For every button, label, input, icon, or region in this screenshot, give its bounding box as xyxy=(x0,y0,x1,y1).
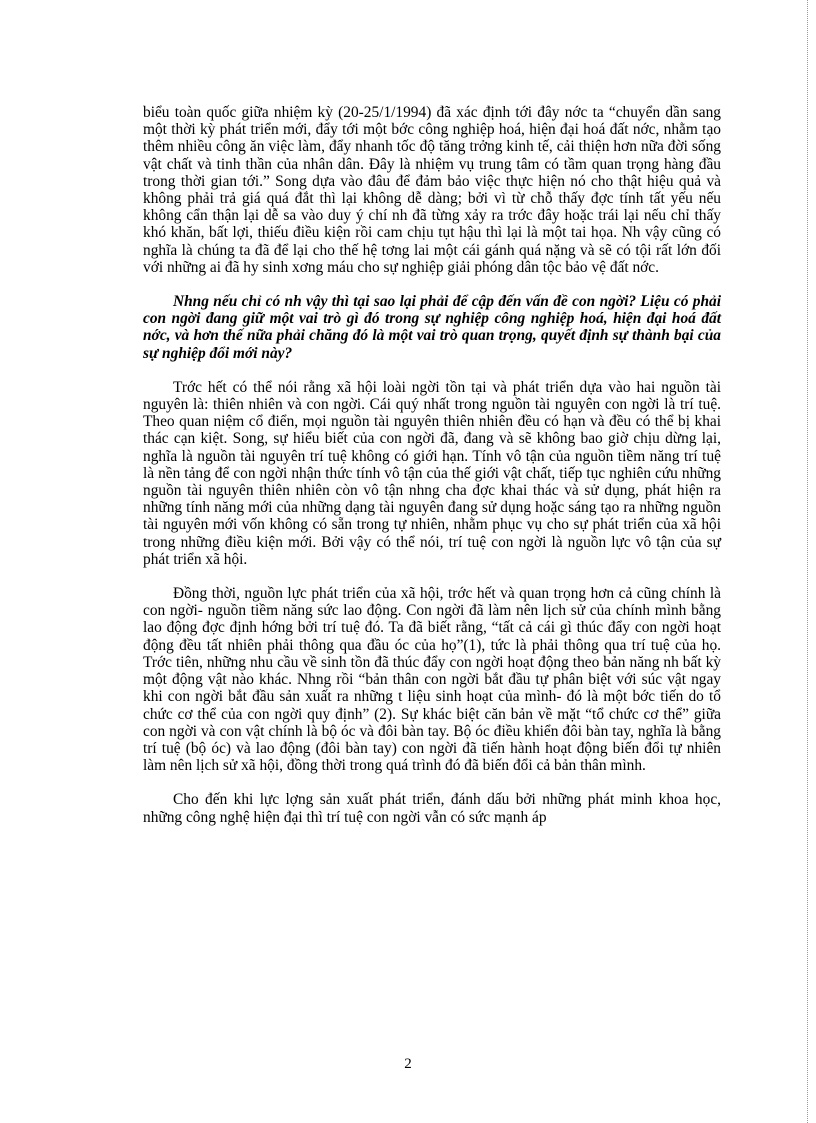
page-edge-rule xyxy=(806,0,808,1123)
paragraph-intro: biểu toàn quốc giữa nhiệm kỳ (20-25/1/1994) đã xác định tới đây nớc ta “chuyển dần sang một thời kỳ phát triển mới, đẩy tới một bớc công nghiệp hoá, hiện đại hoá đất nớc, nhằm tạo thêm nhiều công ăn việc làm, đẩy nhanh tốc độ tăng trởng kinh tế, cải thiện hơn nữa đời sống vật chất và tinh thần của nhân dân. Đây là nhiệm vụ trung tâm có tầm quan trọng hàng đầu trong thời gian tới.” Song dựa vào đâu để đảm bảo việc thực hiện nó cho thật hiệu quả và không phải trả giá quá đắt thì lại không dễ dàng; bởi vì từ chỗ thấy đợc tính tất yếu nếu không cẩn thận lại dễ sa vào duy ý chí nh đã từng xảy ra trớc đây hoặc trái lại nếu chỉ thấy khó khăn, bất lợi, thiếu điều kiện rồi cam chịu tụt hậu thì lại là một tai họa. Nh vậy cũng có nghĩa là chúng ta đã để lại cho thế hệ tơng lai một cái gánh quá nặng và sẽ có tội rất lớn đối với những ai đã hy sinh xơng máu cho sự nghiệp giải phóng dân tộc bảo vệ đất nớc. xyxy=(143,104,721,276)
page-body xyxy=(143,104,721,826)
paragraph-resources: Trớc hết có thể nói rằng xã hội loài ngời tồn tại và phát triển dựa vào hai nguồn tài nguyên là: thiên nhiên và con ngời. Cái quý nhất trong nguồn tài nguyên con ngời là trí tuệ. Theo quan niệm cổ điển, mọi nguồn tài nguyên thiên nhiên đều có hạn và đều có thể bị khai thác cạn kiệt. Song, sự hiểu biết của con ngời đã, đang và sẽ không bao giờ chịu dừng lại, nghĩa là nguồn tài nguyên trí tuệ không có giới hạn. Tính vô tận của nguồn tiềm năng trí tuệ là nền tảng để con ngời nhận thức tính vô tận của thế giới vật chất, tiếp tục nghiên cứu những nguồn tài nguyên thiên nhiên còn vô tận nhng cha đợc khai thác và sử dụng, phát hiện ra những tính năng mới của những dạng tài nguyên đang sử dụng hoặc sáng tạo ra những nguồn tài nguyên mới vốn không có sẵn trong tự nhiên, nhằm phục vụ cho sự phát triển của xã hội trong những điều kiện mới. Bởi vậy có thể nói, trí tuệ con ngời là nguồn lực vô tận của sự phát triển xã hội. xyxy=(143,378,721,568)
paragraph-productive-forces: Cho đến khi lực lợng sản xuất phát triển, đánh dấu bởi những phát minh khoa học, những công nghệ hiện đại thì trí tuệ con ngời vẫn có sức mạnh áp xyxy=(143,791,721,826)
page-number: 2 xyxy=(404,1056,412,1072)
paragraph-question: Nhng nếu chỉ có nh vậy thì tại sao lại phải để cập đến vấn đề con ngời? Liệu có phải con ngời đang giữ một vai trò gì đó trong sự nghiệp công nghiệp hoá, hiện đại hoá đất nớc, và hơn thế nữa phải chăng đó là một vai trò quan trọng, quyết định sự thành bại của sự nghiệp đổi mới này? xyxy=(143,293,721,362)
paragraph-labor: Đồng thời, nguồn lực phát triển của xã hội, trớc hết và quan trọng hơn cả cũng chính là con ngời- nguồn tiềm năng sức lao động. Con ngời đã làm nên lịch sử của chính mình bằng lao động đợc định hớng bởi trí tuệ đó. Ta đã biết rằng, “tất cả cái gì thúc đẩy con ngời hoạt động đều tất nhiên phải thông qua đầu óc của họ”(1), tức là phải thông qua trí tuệ của họ. Trớc tiên, những nhu cầu về sinh tồn đã thúc đẩy con ngời hoạt động theo bản năng nh bất kỳ một động vật nào khác. Nhng rồi “bản thân con ngời bắt đầu tự phân biệt với súc vật ngay khi con ngời bắt đầu sản xuất ra những t liệu sinh hoạt của mình- đó là một bớc tiến do tổ chức cơ thể của con ngời quy định” (2). Sự khác biệt căn bản về mặt “tổ chức cơ thể” giữa con ngời và con vật chính là bộ óc và đôi bàn tay. Bộ óc điều khiển đôi bàn tay, nghĩa là bằng trí tuệ (bộ óc) và lao động (đôi bàn tay) con ngời đã tiến hành hoạt động biến đổi tự nhiên làm nên lịch sử xã hội, đồng thời trong quá trình đó đã biến đổi cả bản thân mình. xyxy=(143,585,721,775)
